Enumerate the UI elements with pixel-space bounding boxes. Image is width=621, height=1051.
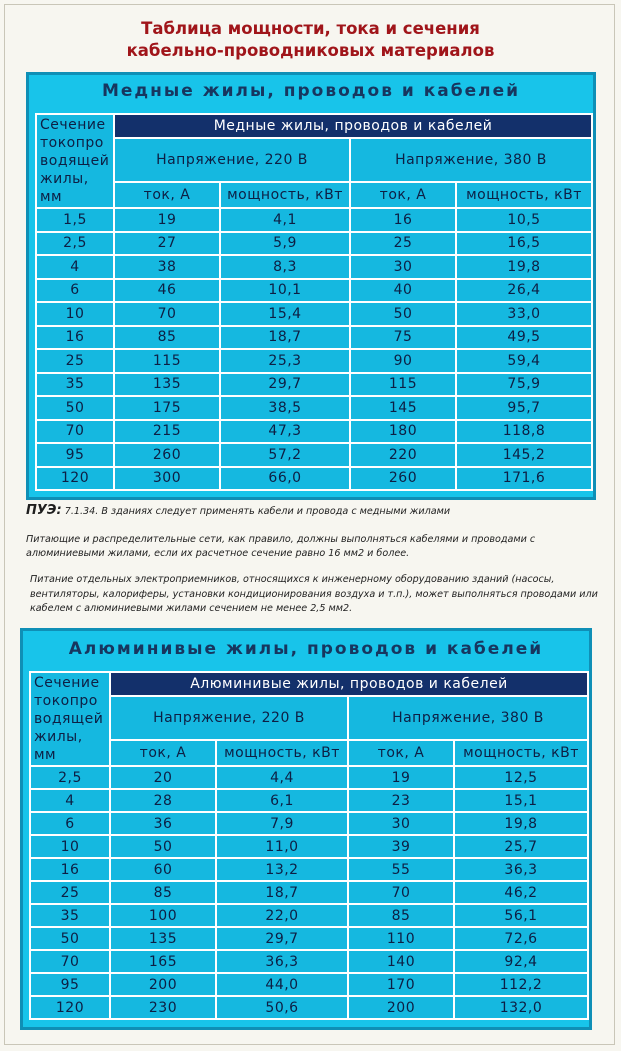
table-row xyxy=(30,950,588,973)
current-380-cell: 55 xyxy=(348,858,454,881)
current-380-cell: 170 xyxy=(348,973,454,996)
power-380-cell: 10,5 xyxy=(456,208,592,232)
power-380-cell: 26,4 xyxy=(456,279,592,303)
table-row xyxy=(30,996,588,1019)
current-220-cell: 175 xyxy=(114,396,220,420)
table-row xyxy=(36,302,592,326)
power-380-cell: 12,5 xyxy=(454,766,588,789)
table-row xyxy=(30,789,588,812)
current-380-cell: 200 xyxy=(348,996,454,1019)
power-220-cell: 10,1 xyxy=(220,279,350,303)
power-380-header: мощность, кВт xyxy=(456,182,592,208)
section-cell: 1,5 xyxy=(36,208,114,232)
power-380-cell: 49,5 xyxy=(456,326,592,350)
aluminum-table xyxy=(29,671,589,1020)
power-220-cell: 18,7 xyxy=(220,326,350,350)
current-220-cell: 46 xyxy=(114,279,220,303)
power-220-cell: 66,0 xyxy=(220,467,350,491)
page-title-text: Таблица мощности, тока и сечения кабельно-проводниковых материалов xyxy=(126,19,495,60)
current-380-cell: 30 xyxy=(348,812,454,835)
power-380-cell: 46,2 xyxy=(454,881,588,904)
current-380-cell: 220 xyxy=(350,443,456,467)
current-380-cell: 39 xyxy=(348,835,454,858)
power-220-cell: 7,9 xyxy=(216,812,348,835)
copper-panel-title: Медные жилы, проводов и кабелей xyxy=(101,81,521,101)
table-row xyxy=(36,373,592,397)
section-cell: 25 xyxy=(30,881,110,904)
voltage-220-header: Напряжение, 220 В xyxy=(110,696,348,740)
table-row xyxy=(30,904,588,927)
copper-table xyxy=(35,113,593,491)
power-380-cell: 132,0 xyxy=(454,996,588,1019)
power-380-header: мощность, кВт xyxy=(454,740,588,766)
table-row xyxy=(36,232,592,256)
table-row xyxy=(30,973,588,996)
section-cell: 95 xyxy=(30,973,110,996)
power-220-cell: 50,6 xyxy=(216,996,348,1019)
current-220-cell: 260 xyxy=(114,443,220,467)
power-380-cell: 145,2 xyxy=(456,443,592,467)
section-cell: 2,5 xyxy=(30,766,110,789)
section-cell: 6 xyxy=(36,279,114,303)
current-220-header: ток, А xyxy=(114,182,220,208)
table-row xyxy=(30,835,588,858)
power-220-cell: 44,0 xyxy=(216,973,348,996)
power-380-cell: 75,9 xyxy=(456,373,592,397)
power-380-cell: 15,1 xyxy=(454,789,588,812)
current-220-cell: 100 xyxy=(110,904,216,927)
power-380-cell: 112,2 xyxy=(454,973,588,996)
table-row xyxy=(30,858,588,881)
power-380-cell: 92,4 xyxy=(454,950,588,973)
current-220-cell: 70 xyxy=(114,302,220,326)
current-380-cell: 180 xyxy=(350,420,456,444)
voltage-220-header: Напряжение, 220 В xyxy=(114,138,350,182)
current-220-cell: 27 xyxy=(114,232,220,256)
current-380-cell: 16 xyxy=(350,208,456,232)
section-column-header: Сечение токопро водящей жилы, мм xyxy=(36,114,114,208)
current-220-cell: 165 xyxy=(110,950,216,973)
section-cell: 4 xyxy=(30,789,110,812)
power-380-cell: 171,6 xyxy=(456,467,592,491)
power-220-cell: 4,1 xyxy=(220,208,350,232)
table-row xyxy=(36,467,592,491)
section-column-header: Сечение токопро водящей жилы, мм xyxy=(30,672,110,766)
power-220-cell: 6,1 xyxy=(216,789,348,812)
section-cell: 120 xyxy=(30,996,110,1019)
current-380-cell: 19 xyxy=(348,766,454,789)
section-cell: 16 xyxy=(30,858,110,881)
power-380-cell: 33,0 xyxy=(456,302,592,326)
power-220-cell: 36,3 xyxy=(216,950,348,973)
power-380-cell: 56,1 xyxy=(454,904,588,927)
current-220-cell: 135 xyxy=(114,373,220,397)
current-380-cell: 25 xyxy=(350,232,456,256)
section-cell: 50 xyxy=(30,927,110,950)
section-cell: 70 xyxy=(30,950,110,973)
note-paragraph-1: Питающие и распределительные сети, как правило, должны выполняться кабелями и проводами с алюминиевыми жилами, если их расчетное сечение равно 16 мм2 и более. xyxy=(26,534,536,559)
current-220-cell: 85 xyxy=(114,326,220,350)
table-row xyxy=(36,279,592,303)
section-cell: 95 xyxy=(36,443,114,467)
current-380-cell: 145 xyxy=(350,396,456,420)
power-220-cell: 15,4 xyxy=(220,302,350,326)
power-220-cell: 8,3 xyxy=(220,255,350,279)
current-220-header: ток, А xyxy=(110,740,216,766)
power-220-cell: 13,2 xyxy=(216,858,348,881)
power-220-header: мощность, кВт xyxy=(216,740,348,766)
current-380-cell: 90 xyxy=(350,349,456,373)
table-row xyxy=(36,420,592,444)
table-row xyxy=(30,766,588,789)
table-row xyxy=(36,443,592,467)
power-380-cell: 95,7 xyxy=(456,396,592,420)
section-cell: 6 xyxy=(30,812,110,835)
section-cell: 70 xyxy=(36,420,114,444)
power-220-cell: 47,3 xyxy=(220,420,350,444)
group-header: Алюминивые жилы, проводов и кабелей xyxy=(110,672,588,696)
current-220-cell: 28 xyxy=(110,789,216,812)
current-380-cell: 70 xyxy=(348,881,454,904)
table-row xyxy=(30,927,588,950)
table-row xyxy=(30,881,588,904)
copper-panel xyxy=(26,72,596,500)
section-cell: 2,5 xyxy=(36,232,114,256)
power-380-cell: 118,8 xyxy=(456,420,592,444)
power-380-cell: 19,8 xyxy=(454,812,588,835)
table-row xyxy=(36,208,592,232)
page-title xyxy=(0,18,621,62)
table-row xyxy=(36,326,592,350)
group-header: Медные жилы, проводов и кабелей xyxy=(114,114,592,138)
power-380-cell: 36,3 xyxy=(454,858,588,881)
power-220-cell: 57,2 xyxy=(220,443,350,467)
current-220-cell: 200 xyxy=(110,973,216,996)
section-cell: 10 xyxy=(30,835,110,858)
section-cell: 25 xyxy=(36,349,114,373)
note-paragraph-2: Питание отдельных электроприемников, относящихся к инженерному оборудованию зданий (насосы, вентиляторы, калориферы, установки кондиционирования воздуха и т.п.), может выполняться проводами или кабелем с алюминиевыми жилами сечением не менее 2,5 мм2. xyxy=(30,574,598,614)
current-220-cell: 300 xyxy=(114,467,220,491)
power-380-cell: 16,5 xyxy=(456,232,592,256)
table-row xyxy=(36,255,592,279)
voltage-380-header: Напряжение, 380 В xyxy=(348,696,588,740)
section-cell: 35 xyxy=(36,373,114,397)
current-380-cell: 75 xyxy=(350,326,456,350)
power-380-cell: 59,4 xyxy=(456,349,592,373)
section-cell: 50 xyxy=(36,396,114,420)
table-row xyxy=(30,812,588,835)
current-380-cell: 23 xyxy=(348,789,454,812)
current-380-cell: 140 xyxy=(348,950,454,973)
power-220-header: мощность, кВт xyxy=(220,182,350,208)
current-220-cell: 135 xyxy=(110,927,216,950)
current-220-cell: 36 xyxy=(110,812,216,835)
current-220-cell: 230 xyxy=(110,996,216,1019)
power-220-cell: 29,7 xyxy=(216,927,348,950)
power-220-cell: 4,4 xyxy=(216,766,348,789)
pue-text: 7.1.34. В зданиях следует применять кабели и провода с медными жилами xyxy=(64,506,451,517)
pue-note xyxy=(26,503,606,518)
current-380-cell: 85 xyxy=(348,904,454,927)
aluminum-panel xyxy=(20,628,592,1030)
voltage-380-header: Напряжение, 380 В xyxy=(350,138,592,182)
current-380-cell: 40 xyxy=(350,279,456,303)
table-row xyxy=(36,349,592,373)
power-220-cell: 38,5 xyxy=(220,396,350,420)
section-cell: 10 xyxy=(36,302,114,326)
current-380-cell: 50 xyxy=(350,302,456,326)
power-220-cell: 25,3 xyxy=(220,349,350,373)
power-380-cell: 72,6 xyxy=(454,927,588,950)
power-380-cell: 19,8 xyxy=(456,255,592,279)
current-220-cell: 85 xyxy=(110,881,216,904)
current-380-cell: 30 xyxy=(350,255,456,279)
section-cell: 16 xyxy=(36,326,114,350)
current-220-cell: 19 xyxy=(114,208,220,232)
power-220-cell: 29,7 xyxy=(220,373,350,397)
current-380-header: ток, А xyxy=(350,182,456,208)
section-cell: 120 xyxy=(36,467,114,491)
power-220-cell: 22,0 xyxy=(216,904,348,927)
table-row xyxy=(36,396,592,420)
current-220-cell: 20 xyxy=(110,766,216,789)
current-220-cell: 60 xyxy=(110,858,216,881)
power-220-cell: 11,0 xyxy=(216,835,348,858)
pue-label: ПУЭ: xyxy=(26,503,62,518)
current-380-header: ток, А xyxy=(348,740,454,766)
current-220-cell: 215 xyxy=(114,420,220,444)
power-220-cell: 18,7 xyxy=(216,881,348,904)
current-220-cell: 38 xyxy=(114,255,220,279)
current-220-cell: 115 xyxy=(114,349,220,373)
power-380-cell: 25,7 xyxy=(454,835,588,858)
current-380-cell: 260 xyxy=(350,467,456,491)
current-220-cell: 50 xyxy=(110,835,216,858)
aluminum-panel-title: Алюминивые жилы, проводов и кабелей xyxy=(68,639,544,659)
section-cell: 4 xyxy=(36,255,114,279)
power-220-cell: 5,9 xyxy=(220,232,350,256)
current-380-cell: 110 xyxy=(348,927,454,950)
section-cell: 35 xyxy=(30,904,110,927)
current-380-cell: 115 xyxy=(350,373,456,397)
